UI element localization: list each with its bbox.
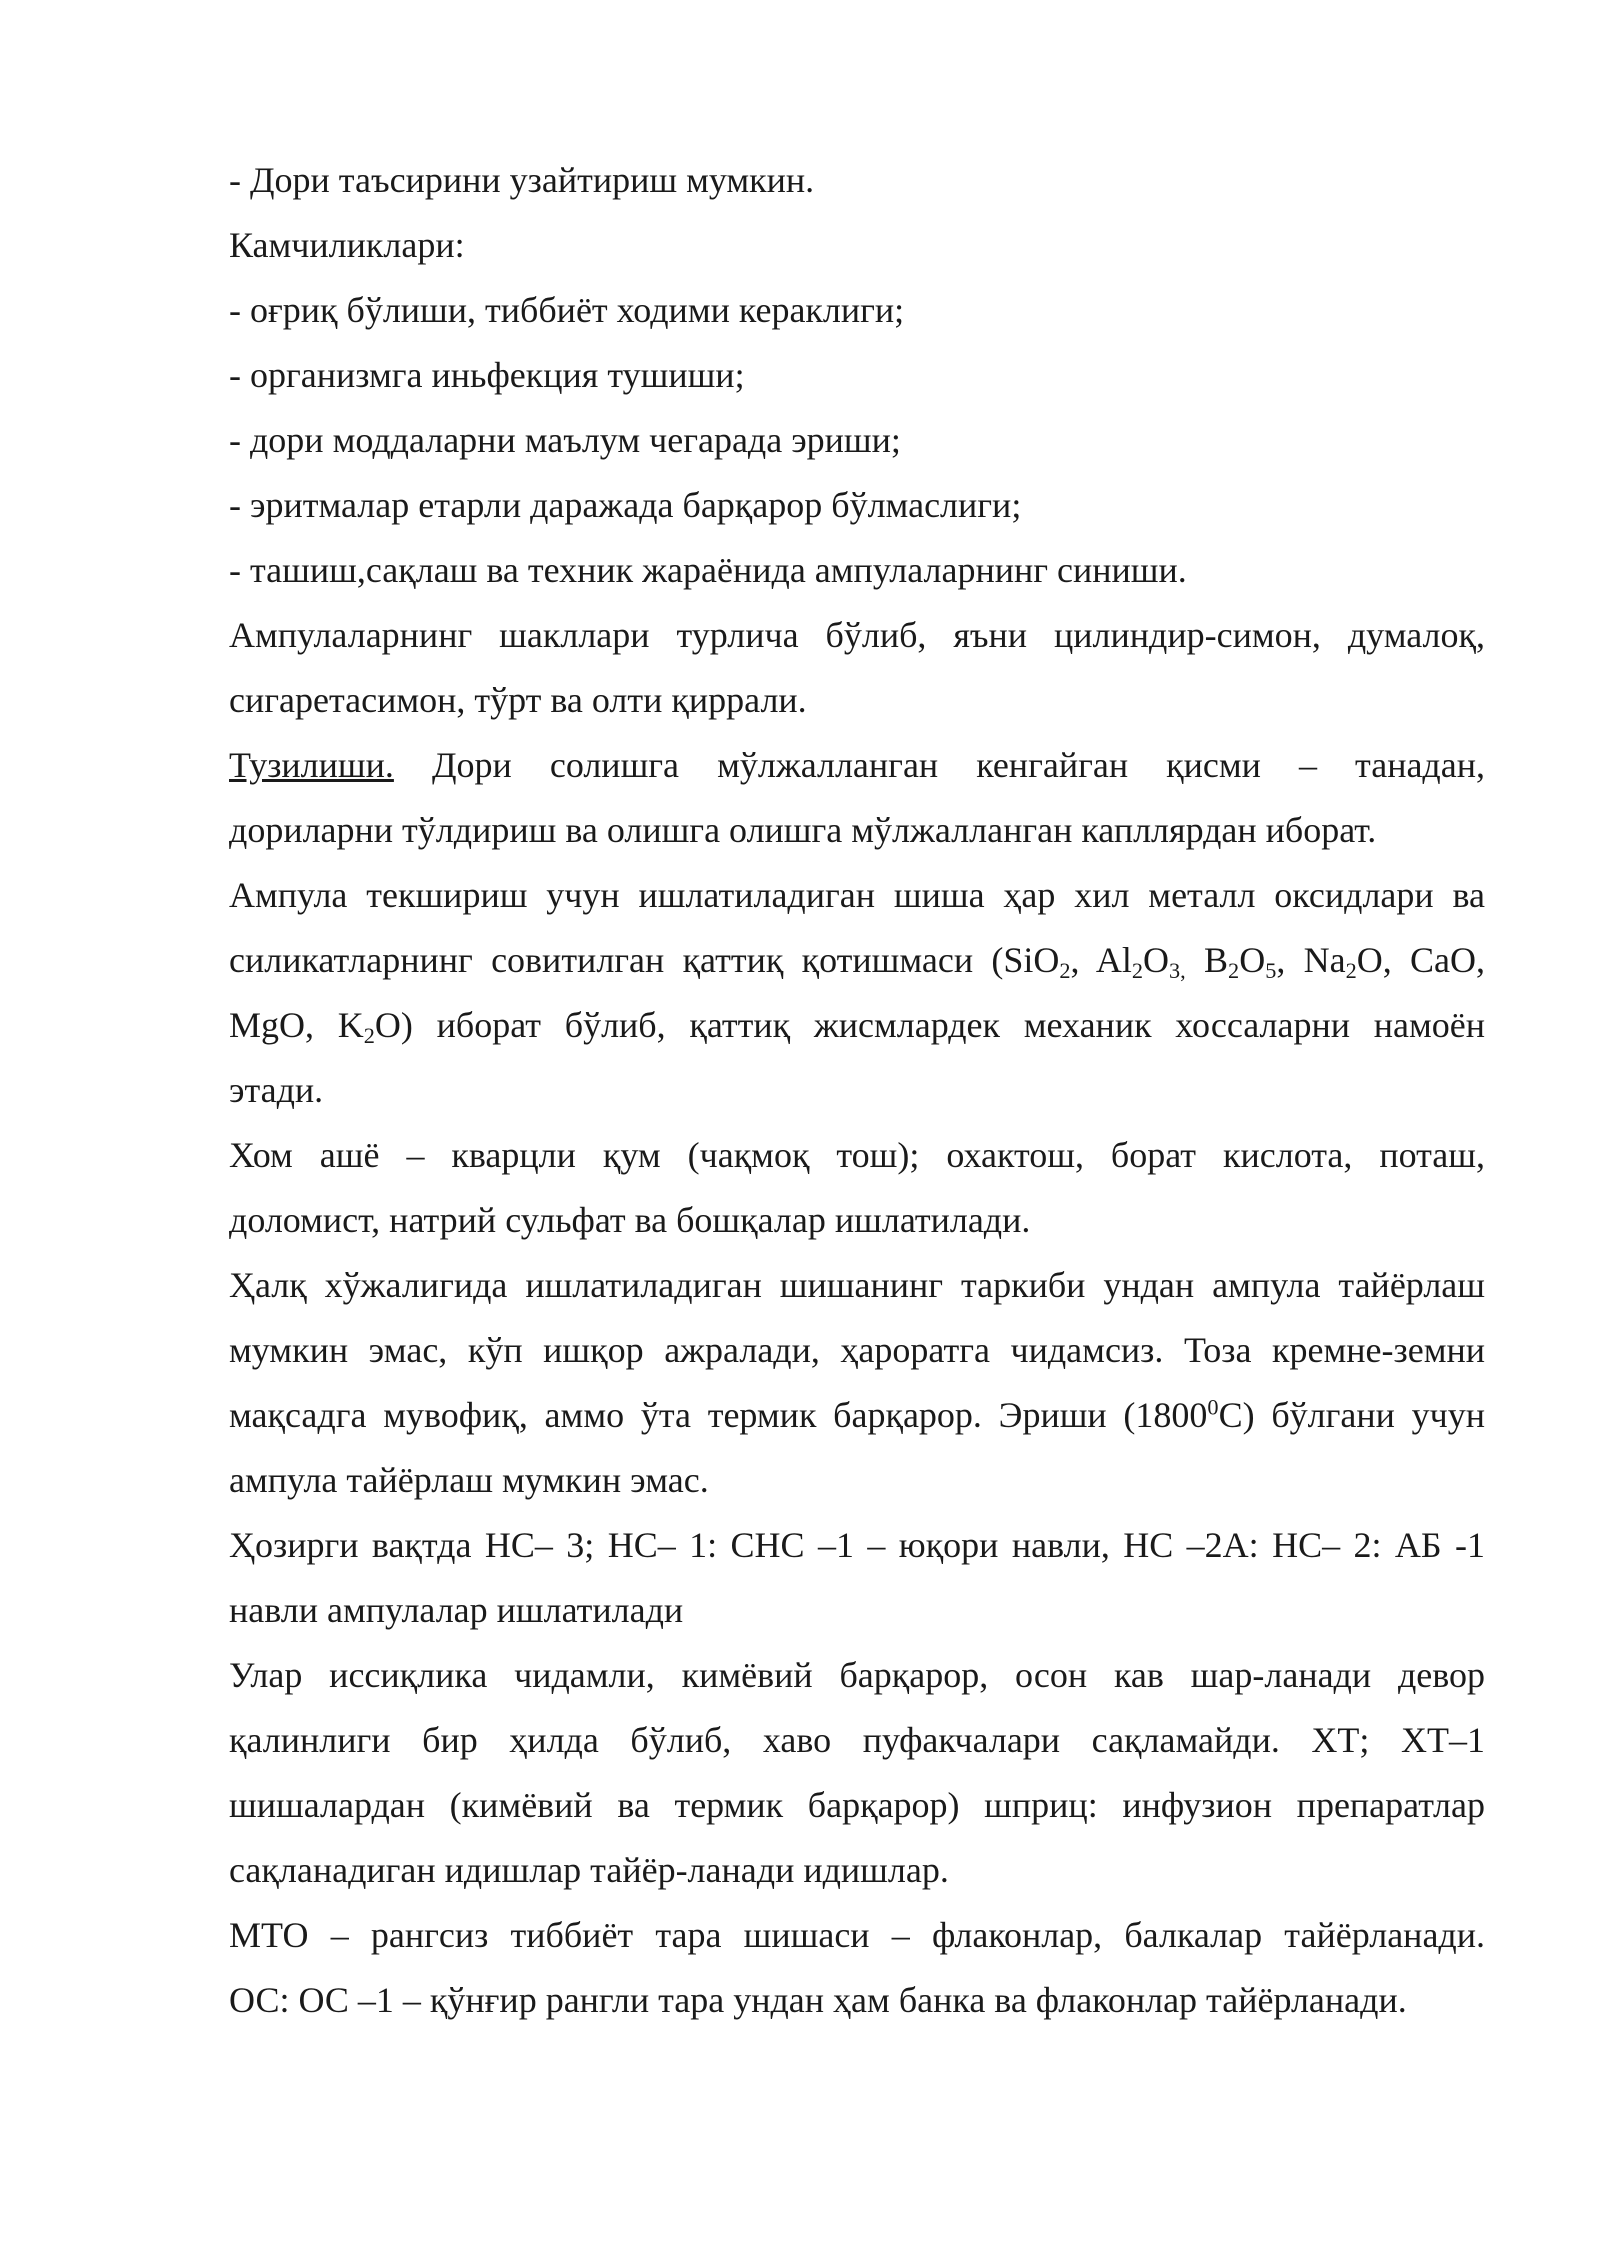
structure-text: Дори солишга мўлжалланган кенгайган қисми – танадан, [393,745,1485,785]
paragraph-line: этади. [229,1070,324,1110]
document-body [229,148,1485,2033]
formula-paragraph-line: силикатларнинг совитилган қаттиқ қотишмаси (SiO$_2$, $Al_2O_{3,}$ $B_2O_5$, $Na_2O$, CaO, [229,940,1485,984]
structure-paragraph-line [229,733,1485,798]
text-span: силикатларнинг совитилган қаттиқ қотишмаси ( [229,940,1004,980]
formula-paragraph-line [229,993,1485,1058]
paragraph-line: сигаретасимон, тўрт ва олти қиррали. [229,680,807,720]
paragraph-line: ОС: ОС –1 – қўнғир рангли тара ундан ҳам банка ва флаконлар тайёрланади. [229,1980,1407,2020]
paragraph-line: доломист, натрий сульфат ва бошқалар ишлатилади. [229,1200,1031,1240]
structure-heading: Тузилиши. [229,745,394,785]
list-item: - дори моддаларни маълум чегарада эриши; [229,420,901,460]
paragraph-line: мумкин эмас, кўп ишқор ажралади, ҳароратга чидамсиз. Тоза кремне-земни [229,1330,1485,1370]
paragraph-line: Улар иссиқлика чидамли, кимёвий барқарор, осон кав шар-ланади девор [229,1655,1485,1695]
paragraph-line: сақланадиган идишлар тайёр-ланади идишлар. [229,1850,949,1890]
paragraph-line: МТО – рангсиз тиббиёт тара шишаси – флаконлар, балкалар тайёрланади. [229,1915,1485,1955]
formula-cao: CaO, [1410,940,1485,980]
section-heading-disadvantages: Камчиликлари: [229,225,465,265]
list-item: - эритмалар етарли даражада барқарор бўлмаслиги; [229,485,1022,525]
formula-mgo: MgO, [229,1005,315,1045]
list-item: - Дори таъсирини узайтириш мумкин. [229,160,815,200]
formula-b2o5: $B_2O_5$ [1204,940,1277,984]
list-item: - оғриқ бўлиши, тиббиёт ходими кераклиги; [229,290,905,330]
paragraph-line: шишалардан (кимёвий ва термик барқарор) шприц: инфузион препаратлар [229,1785,1485,1825]
text-span: С) бўлгани учун [1218,1395,1485,1435]
paragraph-line [229,1383,1485,1448]
paragraph-line: Хом ашё – кварцли қум (чақмоқ тош); охактош, борат кислота, поташ, [229,1135,1485,1175]
paragraph-line: қалинлиги бир ҳилда бўлиб, хаво пуфакчалари сақламайди. ХТ; ХТ–1 [229,1720,1485,1760]
formula-al2o3: $Al_2O_{3,}$ [1095,940,1186,984]
list-item: - организмга иньфекция тушиши; [229,355,745,395]
degree-superscript: 0 [1207,1394,1219,1420]
text-span: мақсадга мувофиқ, аммо ўта термик барқарор. Эриши (1800 [229,1395,1208,1435]
list-item: - ташиш,сақлаш ва техник жараёнида ампулаларнинг синиши. [229,550,1187,590]
text-span: иборат бўлиб, қаттиқ жисмлардек механик хоссаларни намоён [412,1005,1485,1045]
formula-na2o: $Na_2O$ [1303,940,1383,984]
formula-k2o: $K_2O$) [337,1005,413,1049]
paragraph-line: Ҳозирги вақтда НС– 3; НС– 1: СНС –1 – юқори навли, НС –2А: НС– 2: АБ -1 [229,1525,1485,1565]
paragraph-line: ампула тайёрлаш мумкин эмас. [229,1460,709,1500]
paragraph-line: Ампула текшириш учун ишлатиладиган шиша ҳар хил металл оксидлари ва [229,875,1485,915]
paragraph-line: навли ампулалар ишлатилади [229,1590,684,1630]
paragraph-line: Ампулаларнинг шакллари турлича бўлиб, яъни цилиндир-симон, думалоқ, [229,615,1485,655]
paragraph-line: дориларни тўлдириш ва олишга олишга мўлжалланган капллярдан иборат. [229,810,1377,850]
formula-sio2: SiO$_2$ [1003,940,1071,984]
paragraph-line: Ҳалқ хўжалигида ишлатиладиган шишанинг таркиби ундан ампула тайёрлаш [229,1265,1485,1305]
